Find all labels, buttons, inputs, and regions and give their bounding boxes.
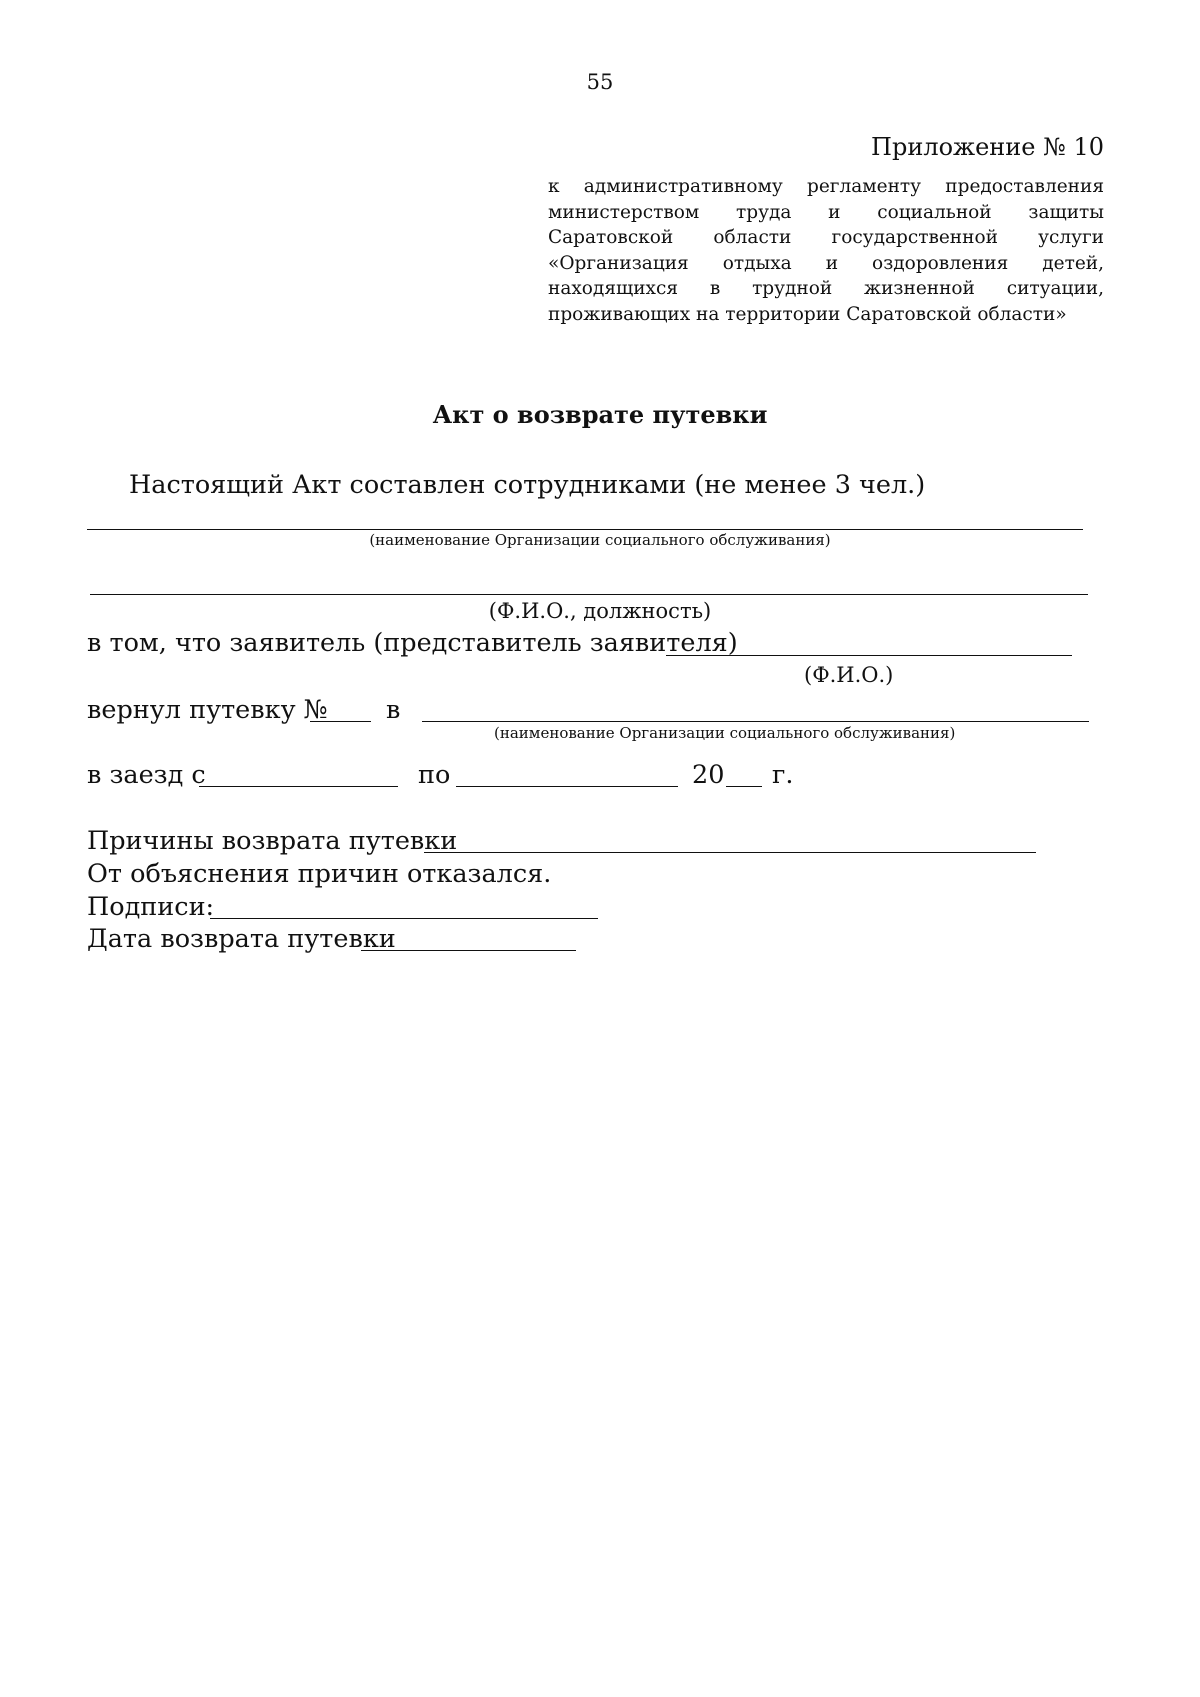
in-text: в [386,695,401,725]
stay-from-blank [199,786,398,787]
stay-to-text: по [418,760,451,790]
appendix-title: Приложение № 10 [871,133,1104,161]
refused-text: От объяснения причин отказался. [87,859,552,889]
organization-blank [87,529,1083,530]
return-date-text: Дата возврата путевки [87,924,396,954]
reasons-text: Причины возврата путевки [87,826,458,856]
voucher-number-blank [310,721,371,722]
signatures-blank [210,918,598,919]
applicant-caption: (Ф.И.О.) [804,663,894,687]
destination-org-blank [422,721,1089,722]
intro-text: Настоящий Акт составлен сотрудниками (не менее 3 чел.) [129,470,926,500]
stay-from-text: в заезд с [87,760,206,790]
returned-voucher-text: вернул путевку № [87,695,328,725]
destination-org-caption: (наименование Организации социального обслуживания) [494,724,956,742]
signatures-text: Подписи: [87,892,215,922]
year-prefix-text: 20 [692,760,725,790]
year-suffix-text: г. [772,760,794,790]
page-number: 55 [586,70,614,94]
applicant-blank [666,655,1072,656]
appendix-caption: к административному регламенту предоставления министерством труда и социальной защиты Саратовской области государственной услуги «Организация отдыха и оздоровления детей, находящихся в трудной жизненной ситуации, проживающих на территории Саратовской области» [548,176,1104,325]
employees-blank [90,594,1088,595]
applicant-text: в том, что заявитель (представитель заявителя) [87,628,738,658]
employees-caption: (Ф.И.О., должность) [488,599,712,623]
reasons-blank [424,852,1036,853]
document-title: Акт о возврате путевки [432,400,768,429]
year-blank [726,786,762,787]
return-date-blank [361,950,576,951]
stay-to-blank [456,786,678,787]
organization-caption: (наименование Организации социального обслуживания) [369,531,831,549]
